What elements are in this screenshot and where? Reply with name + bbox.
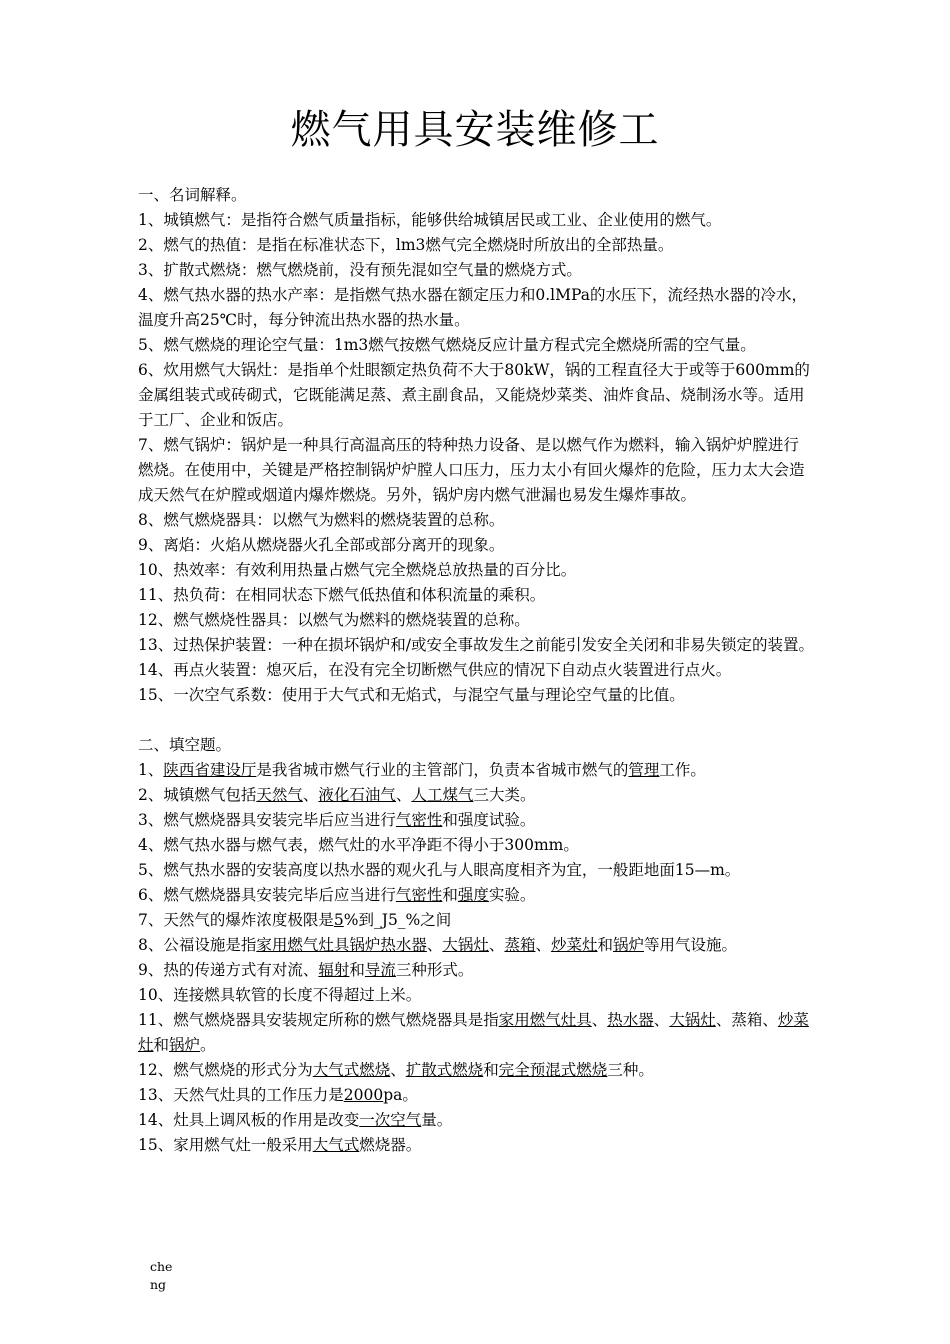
underlined-answer: 气密性	[395, 886, 443, 904]
item-text: 3、燃气燃烧器具安装完毕后应当进行	[138, 811, 396, 829]
footer-text: ng	[150, 1277, 167, 1292]
underlined-answer: 液化石油气	[318, 786, 396, 804]
item-text: pa。	[383, 1086, 418, 1104]
definition-item: 9、离焰：火焰从燃烧器火孔全部或部分离开的现象。	[138, 536, 505, 554]
definitions-list	[138, 208, 814, 708]
fill-in-item	[138, 808, 814, 833]
page-footer	[150, 1258, 172, 1294]
underlined-answer: 热水器	[607, 1011, 654, 1029]
item-text: 、	[653, 1011, 670, 1029]
footer-text: che	[150, 1259, 173, 1274]
item-text: 、	[426, 936, 443, 954]
definition-item: 13、过热保护装置：一种在损坏锅炉和/或安全事故发生之前能引发安全关闭和非易失锁定的装置。	[138, 636, 814, 654]
item-text: 1、	[138, 761, 164, 779]
underlined-answer: 辐射	[318, 961, 350, 979]
item-text: 三大类。	[473, 786, 536, 804]
item-text: 、	[535, 936, 551, 954]
underlined-answer: 2000	[343, 1086, 384, 1104]
item-text: 、	[488, 936, 505, 954]
definition-item: 3、扩散式燃烧：燃气燃烧前，没有预先混如空气量的燃烧方式。	[138, 261, 582, 279]
item-text: 和	[442, 886, 458, 904]
item-text: 量。	[421, 1111, 453, 1129]
fill-in-item	[138, 883, 814, 908]
definition-item: 10、热效率：有效利用热量占燃气完全燃烧总放热量的百分比。	[138, 561, 577, 579]
item-text: 实验。	[488, 886, 536, 904]
definition-item: 5、燃气燃烧的理论空气量：1m3燃气按燃气燃烧反应计量方程式完全燃烧所需的空气量。	[138, 336, 756, 354]
item-text: 和	[153, 1036, 170, 1054]
fill-in-item	[138, 983, 814, 1008]
underlined-answer: 蒸箱	[504, 936, 536, 954]
item-text: 11、燃气燃烧器具安装规定所称的燃气燃烧器具是指	[138, 1011, 499, 1029]
item-text: 2、城镇燃气包括	[138, 786, 257, 804]
underlined-answer: 家用燃气灶具	[498, 1011, 592, 1029]
definition-item: 1、城镇燃气：是指符合燃气质量指标，能够供给城镇居民或工业、企业使用的燃气。	[138, 211, 722, 229]
fill-in-item	[138, 1108, 814, 1133]
item-text: 、	[395, 786, 412, 804]
definition-item: 4、燃气热水器的热水产率：是指燃气热水器在额定压力和0.lMPa的水压下，流经热水器的冷水，温度升高25℃时，每分钟流出热水器的热水量。	[138, 286, 807, 329]
underlined-answer: 炒菜灶	[550, 936, 598, 954]
item-text: 和	[597, 936, 613, 954]
item-text: 8、公福设施是指	[138, 936, 257, 954]
fill-in-item	[138, 958, 814, 983]
item-text: 。	[200, 1036, 216, 1054]
item-text: 7、天然气的爆炸浓度极限是	[138, 911, 334, 929]
definition-item: 14、再点火装置：熄灭后，在没有完全切断燃气供应的情况下自动点火装置进行点火。	[138, 661, 732, 679]
definition-item: 6、炊用燃气大锅灶：是指单个灶眼额定热负荷不大于80kW，锅的工程直径大于或等于600mm的金属组装式或砖砌式，它既能满足蒸、煮主副食品，又能烧炒菜类、油炸食品、烧制汤水等。适用于工厂、企业和饭店。	[138, 361, 810, 429]
fill-in-list	[138, 758, 814, 1158]
fill-in-item	[138, 908, 814, 933]
underlined-answer: 管理	[628, 761, 660, 779]
item-text: 13、天然气灶具的工作压力是	[138, 1086, 344, 1104]
section-spacer	[138, 708, 814, 733]
fill-in-item	[138, 1058, 814, 1083]
item-text: 、	[591, 1011, 608, 1029]
underlined-answer: 一次空气	[359, 1111, 422, 1129]
underlined-answer: 锅炉	[613, 936, 645, 954]
item-text: 三种形式。	[395, 961, 474, 979]
definition-item: 11、热负荷：在相同状态下燃气低热值和体积流量的乘积。	[138, 586, 546, 604]
underlined-answer: 完全预混式燃烧	[498, 1061, 608, 1079]
underlined-answer: 扩散式燃烧	[405, 1061, 484, 1079]
underlined-answer: 人工煤气	[411, 786, 474, 804]
item-text: 6、燃气燃烧器具安装完毕后应当进行	[138, 886, 396, 904]
definition-item: 12、燃气燃烧性器具：以燃气为燃料的燃烧装置的总称。	[138, 611, 530, 629]
underlined-answer: 家用燃气灶具锅炉热水器	[256, 936, 427, 954]
underlined-answer: 大锅灶	[442, 936, 489, 954]
item-text: 4、燃气热水器与燃气表，燃气灶的水平净距不得小于300mm。	[138, 836, 579, 854]
item-text: 等用气设施。	[644, 936, 738, 954]
item-text: 10、连接燃具软管的长度不得超过上米。	[138, 986, 422, 1004]
fill-in-item	[138, 1083, 814, 1108]
section-heading-definitions: 一、名词解释。	[138, 186, 247, 204]
underlined-answer: 陕西省建设厅	[163, 761, 257, 779]
underlined-answer: 大锅灶	[669, 1011, 716, 1029]
page-title: 燃气用具安装维修工	[290, 107, 660, 153]
item-text: 工作。	[659, 761, 706, 779]
item-text: 三种。	[607, 1061, 654, 1079]
item-text: 是我省城市燃气行业的主管部门，负责本省城市燃气的	[256, 761, 629, 779]
document-body	[138, 183, 814, 1158]
definition-item: 2、燃气的热值：是指在标准状态下，lm3燃气完全燃烧时所放出的全部热量。	[138, 236, 674, 254]
item-text: 15、家用燃气灶一般采用	[138, 1136, 313, 1154]
section-heading-fill-in: 二、填空题。	[138, 736, 232, 754]
item-text: 5、燃气热水器的安装高度以热水器的观火孔与人眼高度相齐为宜，一般距地面15—m。	[138, 861, 741, 879]
fill-in-item	[138, 833, 814, 858]
underlined-answer: 强度	[457, 886, 489, 904]
underlined-answer: 锅炉	[169, 1036, 201, 1054]
fill-in-item	[138, 1008, 814, 1058]
fill-in-item	[138, 1133, 814, 1158]
item-text: 9、热的传递方式有对流、	[138, 961, 319, 979]
item-text: 和强度试验。	[442, 811, 536, 829]
item-text: 燃烧器。	[359, 1136, 422, 1154]
underlined-answer: 气密性	[395, 811, 443, 829]
definition-item: 7、燃气锅炉：锅炉是一种具行高温高压的特种热力设备、是以燃气作为燃料，输入锅炉炉膛进行燃烧。在使用中，关键是严格控制锅炉炉膛人口压力，压力太小有回火爆炸的危险，压力太大会造成天然气在炉膛或烟道内爆炸燃烧。另外，锅炉房内燃气泄漏也易发生爆炸事故。	[138, 436, 805, 504]
definition-item: 8、燃气燃烧器具：以燃气为燃料的燃烧装置的总称。	[138, 511, 505, 529]
fill-in-item	[138, 858, 814, 883]
item-text: 、	[302, 786, 319, 804]
fill-in-item	[138, 758, 814, 783]
item-text: 、蒸箱、	[715, 1011, 778, 1029]
item-text: 12、燃气燃烧的形式分为	[138, 1061, 313, 1079]
item-text: 和	[483, 1061, 499, 1079]
item-text: %到_J5_%之间	[343, 911, 452, 929]
fill-in-item	[138, 783, 814, 808]
underlined-answer: 导流	[364, 961, 396, 979]
underlined-answer: 5	[333, 911, 344, 929]
underlined-answer: 大气式燃烧	[312, 1061, 391, 1079]
underlined-answer: 天然气	[256, 786, 303, 804]
underlined-answer: 炒菜灶	[138, 1011, 809, 1054]
item-text: 和	[349, 961, 365, 979]
item-text: 14、灶具上调风板的作用是改变	[138, 1111, 360, 1129]
item-text: 、	[390, 1061, 406, 1079]
definition-item: 15、一次空气系数：使用于大气式和无焰式，与混空气量与理论空气量的比值。	[138, 686, 685, 704]
underlined-answer: 大气式	[312, 1136, 360, 1154]
fill-in-item	[138, 933, 814, 958]
